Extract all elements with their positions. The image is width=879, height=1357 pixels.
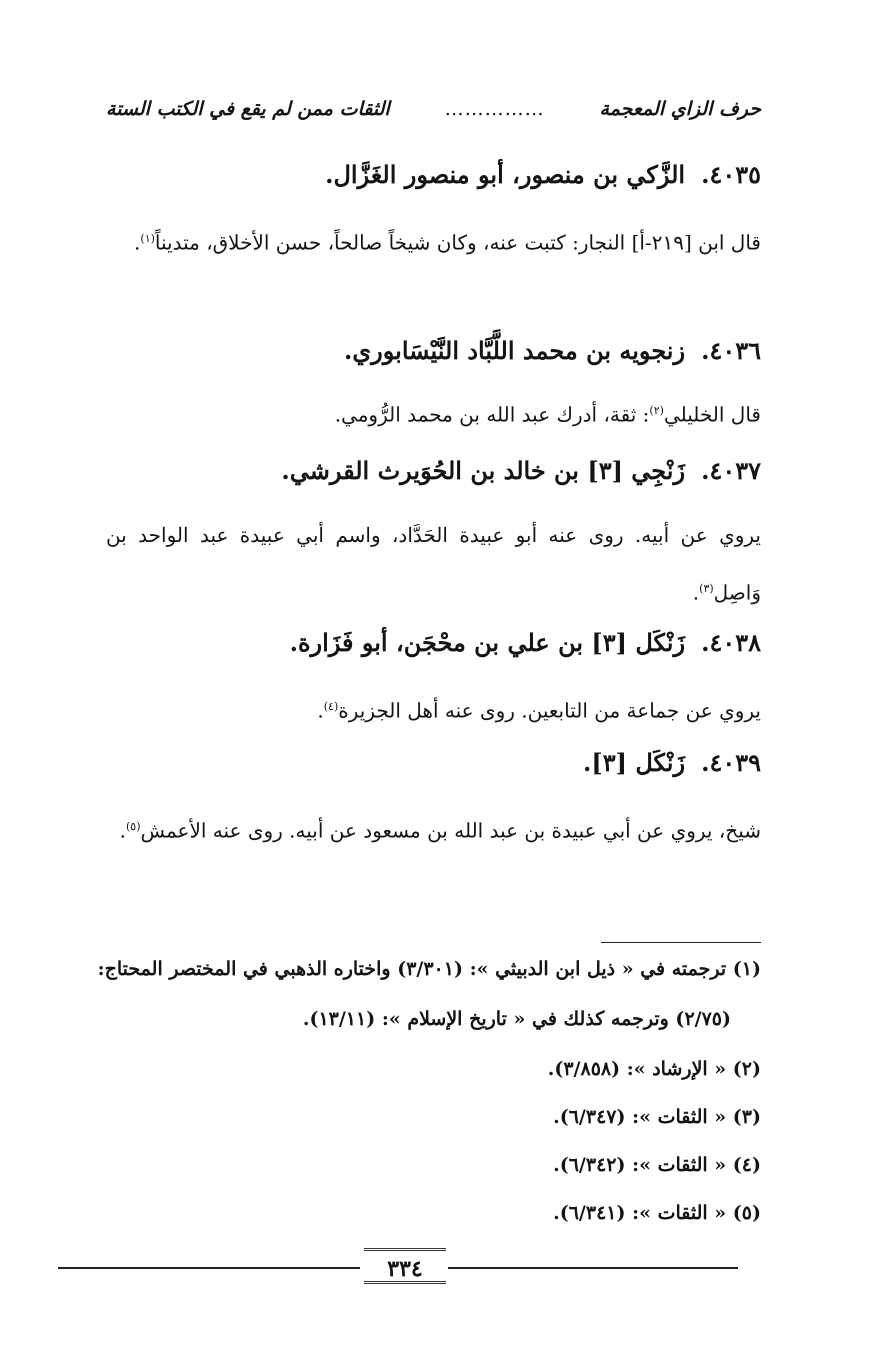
entry-name: زنجويه بن محمد اللَّبَّاد النَّيْسَابوري. [344,336,686,365]
entry-body-4036: قال الخليلي$^{(٢)}$: ثقة، أدرك عبد الله بن محمد الرُّومي. [334,402,761,427]
entry-title-4039 [583,748,761,777]
footnote-ref: (٥) [125,820,141,833]
footnote-ref: (١) [140,232,155,245]
entry-title-4036 [344,336,761,365]
entry-text: شيخ، يروي عن أبي عبيدة بن عبد الله بن مسعود عن أبيه. روى عنه الأعمش [140,818,761,843]
entry-number: ٤٠٣٨. [701,628,761,657]
entry-text: قال ابن [٢١٩-أ] النجار: كتبت عنه، وكان شيخاً صالحاً، حسن الأخلاق، متديناً [154,230,761,255]
bottom-rule-left [58,1267,360,1269]
running-header [106,98,761,128]
header-book-title: الثقات ممن لم يقع في الكتب الستة [106,98,390,120]
entry-number: ٤٠٣٥. [701,160,761,189]
entry-body-4039: شيخ، يروي عن أبي عبيدة بن عبد الله بن مسعود عن أبيه. روى عنه الأعمش$^{(٥)}$. [119,818,761,843]
entry-text: يروي عن أبيه. روى عنه أبو عبيدة الحَدَّاد، واسم أبي عبيدة عبد الواحد بن وَاصِل [106,523,761,605]
header-section: حرف الزاي المعجمة [599,98,761,120]
entry-name: زَنْجِي [٣] بن خالد بن الحُوَيرث القرشي. [281,456,686,485]
footnote-2: (٢) « الإرشاد »: (٣/٨٥٨). [547,1058,761,1080]
footnote-ref: (٣) [699,582,714,595]
page-number: ٣٣٤ [364,1248,446,1284]
entry-text: قال الخليلي [663,402,761,427]
entry-name: زَنْكَل [٣]. [583,748,686,777]
footnote-5: (٥) « الثقات »: (٦/٣٤١). [553,1202,761,1224]
footnote-1: (١) ترجمته في « ذيل ابن الدبيثي »: (٣/٣٠١) واختاره الذهبي في المختصر المحتاج: [97,958,761,980]
entry-number: ٤٠٣٧. [701,456,761,485]
entry-name: زَنْكَل [٣] بن علي بن محْجَن، أبو فَزَارة. [289,628,686,657]
entry-title-4038 [290,628,761,657]
header-dots: …………… [444,98,545,120]
entry-number: ٤٠٣٩. [701,748,761,777]
entry-number: ٤٠٣٦. [701,336,761,365]
bottom-rule-right [448,1267,738,1269]
entry-name: الزَّكي بن منصور، أبو منصور الغَزَّال. [325,160,686,189]
footnote-1-continued: (٢/٧٥) وترجمه كذلك في « تاريخ الإسلام »: (١٣/١١). [302,1008,731,1030]
entry-body-4037: يروي عن أبيه. روى عنه أبو عبيدة الحَدَّاد، واسم أبي عبيدة عبد الواحد بن وَاصِل$^{(٣)}$. [106,523,761,605]
entry-text: يروي عن جماعة من التابعين. روى عنه أهل الجزيرة [338,698,761,723]
footnote-3: (٣) « الثقات »: (٦/٣٤٧). [553,1106,761,1128]
entry-title-4037 [281,456,761,485]
entry-title-4035 [325,160,761,189]
footnote-ref: (٤) [323,700,339,713]
entry-body-4038: يروي عن جماعة من التابعين. روى عنه أهل الجزيرة$^{(٤)}$. [317,698,761,723]
entry-body-4035: قال ابن [٢١٩-أ] النجار: كتبت عنه، وكان شيخاً صالحاً، حسن الأخلاق، متديناً$^{(١)}$. [134,230,761,255]
footnote-ref: (٢) [649,404,664,417]
footnote-4: (٤) « الثقات »: (٦/٣٤٢). [553,1154,761,1176]
footnote-separator [601,942,761,943]
